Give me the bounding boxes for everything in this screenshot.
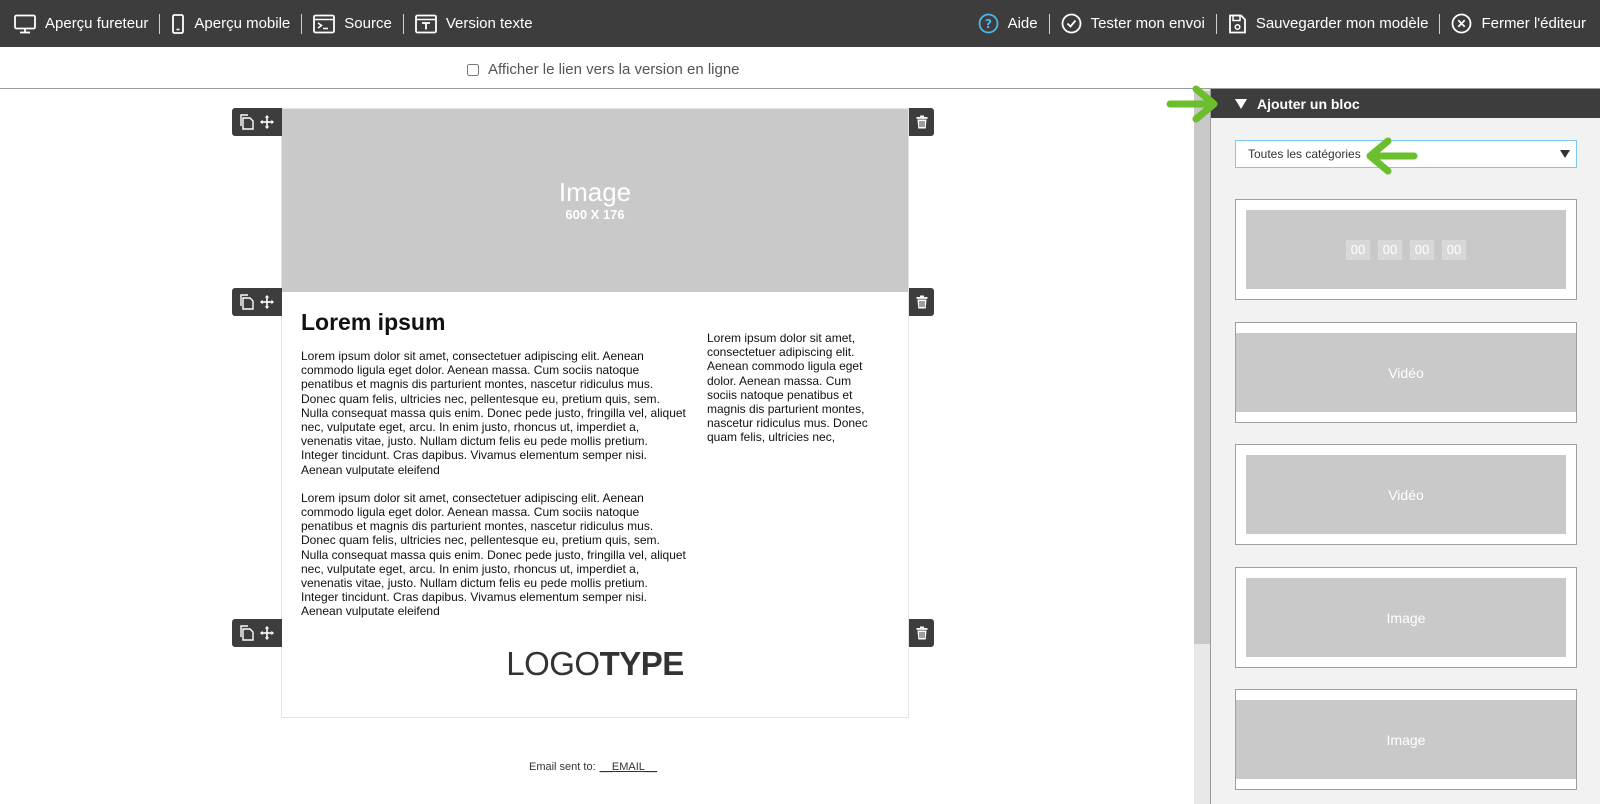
countdown-digit: 00 <box>1378 240 1402 260</box>
text-version-label: Version texte <box>445 15 533 32</box>
svg-text:?: ? <box>984 17 992 31</box>
duplicate-icon[interactable] <box>240 625 254 641</box>
email-body <box>281 108 909 718</box>
green-arrow-icon <box>1362 136 1418 176</box>
hero-image-size: 600 X 176 <box>565 207 625 222</box>
category-select-value: Toutes les catégories <box>1248 147 1361 161</box>
browser-preview-button[interactable] <box>14 14 159 34</box>
dropdown-caret-icon <box>1560 150 1570 158</box>
canvas-scrollbar[interactable] <box>1194 89 1210 804</box>
help-label: Aide <box>1007 15 1038 32</box>
email-footer <box>529 761 657 773</box>
logotype-part-2: TYPE <box>599 645 684 682</box>
hero-image-title: Image <box>558 177 632 207</box>
toolbar-right-group <box>978 14 1586 34</box>
phone-icon <box>171 14 185 34</box>
collapse-triangle-icon <box>1235 99 1247 109</box>
block-template-video[interactable] <box>1235 322 1577 423</box>
online-link-checkbox[interactable] <box>467 64 479 76</box>
toolbar-left-group <box>14 14 544 34</box>
options-bar <box>0 47 1600 89</box>
test-send-label: Tester mon envoi <box>1090 15 1205 32</box>
countdown-digit: 00 <box>1442 240 1466 260</box>
source-label: Source <box>344 15 392 32</box>
delete-block-hero[interactable] <box>909 108 934 136</box>
text-block-left-column[interactable] <box>301 309 686 633</box>
duplicate-icon[interactable] <box>240 294 254 310</box>
add-block-header[interactable] <box>1211 89 1600 118</box>
check-circle-icon <box>1061 13 1082 34</box>
block-template-image[interactable] <box>1235 689 1577 790</box>
countdown-digit: 00 <box>1410 240 1434 260</box>
countdown-preview <box>1246 210 1566 289</box>
countdown-digit: 00 <box>1346 240 1370 260</box>
add-block-panel <box>1210 89 1600 804</box>
footer-label: Email sent to: <box>529 761 596 773</box>
footer-email-placeholder: __EMAIL__ <box>599 761 658 773</box>
save-template-label: Sauvegarder mon modèle <box>1255 15 1429 32</box>
online-link-option[interactable] <box>467 61 740 78</box>
canvas-scrollbar-thumb[interactable] <box>1194 91 1210 644</box>
floppy-disk-icon <box>1228 14 1247 34</box>
text-version-icon <box>415 14 437 34</box>
help-button[interactable] <box>978 14 1049 34</box>
move-icon[interactable] <box>260 626 274 640</box>
green-arrow-icon <box>1166 84 1222 124</box>
trash-icon <box>916 295 928 309</box>
block-template-image[interactable] <box>1235 567 1577 668</box>
right-column-text: Lorem ipsum dolor sit amet, consectetuer adipiscing elit. Aenean commodo ligula eget dolor. Aenean massa. Cum sociis natoque penatibus et magnis dis parturient montes, nascetur ridiculus mus. Donec quam felis, ultricies nec, <box>707 331 868 445</box>
block-controls-text <box>232 288 282 316</box>
text-block-right-column[interactable] <box>707 331 882 445</box>
email-canvas <box>0 89 1194 804</box>
source-button[interactable] <box>302 14 403 34</box>
move-icon[interactable] <box>260 295 274 309</box>
editor-toolbar <box>0 0 1600 47</box>
move-icon[interactable] <box>260 115 274 129</box>
terminal-icon <box>313 14 335 34</box>
help-circle-icon <box>978 13 999 34</box>
mobile-preview-button[interactable] <box>160 14 301 34</box>
save-template-button[interactable] <box>1217 14 1440 34</box>
delete-block-text[interactable] <box>909 288 934 316</box>
video-preview: Vidéo <box>1236 333 1576 412</box>
online-link-label: Afficher le lien vers la version en ligne <box>488 61 740 78</box>
text-block-heading: Lorem ipsum <box>301 309 446 335</box>
hero-image-placeholder[interactable] <box>282 109 908 292</box>
text-block-paragraph: Lorem ipsum dolor sit amet, consectetuer adipiscing elit. Aenean commodo ligula eget dolor. Aenean massa. Cum sociis natoque penatibus et magnis dis parturient montes, nascetur ridiculus mus. Donec quam felis, ultricies nec, pellentesque eu, pretium quis, sem. Nulla consequat massa quis enim. Donec pede justo, fringilla vel, aliquet nec, vulputate eget, arcu. In enim justo, rhoncus ut, imperdiet a, venenatis vitae, justo. Nullam dictum felis eu pede mollis pretium. Integer tincidunt. Cras dapibus. Vivamus elementum semper nisi. Aenean vulputate eleifend <box>301 349 686 477</box>
block-template-video[interactable] <box>1235 444 1577 545</box>
duplicate-icon[interactable] <box>240 114 254 130</box>
logotype-block[interactable] <box>282 645 908 683</box>
add-block-title: Ajouter un bloc <box>1257 95 1360 112</box>
close-editor-button[interactable] <box>1440 14 1586 34</box>
delete-block-logo[interactable] <box>909 619 934 647</box>
mobile-preview-label: Aperçu mobile <box>194 15 291 32</box>
logotype-part-1: LOGO <box>506 645 600 682</box>
image-preview: Image <box>1236 700 1576 779</box>
monitor-icon <box>14 14 36 34</box>
browser-preview-label: Aperçu fureteur <box>45 15 149 32</box>
trash-icon <box>916 626 928 640</box>
block-controls-hero <box>232 108 282 136</box>
block-controls-logo <box>232 619 282 647</box>
close-circle-icon <box>1451 13 1472 34</box>
text-version-button[interactable] <box>404 14 544 34</box>
test-send-button[interactable] <box>1050 14 1216 34</box>
trash-icon <box>916 115 928 129</box>
block-template-countdown[interactable] <box>1235 199 1577 300</box>
image-preview: Image <box>1246 578 1566 657</box>
close-editor-label: Fermer l'éditeur <box>1481 15 1586 32</box>
text-block-paragraph: Lorem ipsum dolor sit amet, consectetuer adipiscing elit. Aenean commodo ligula eget dolor. Aenean massa. Cum sociis natoque penatibus et magnis dis parturient montes, nascetur ridiculus mus. Donec quam felis, ultricies nec, pellentesque eu, pretium quis, sem. Nulla consequat massa quis enim. Donec pede justo, fringilla vel, aliquet nec, vulputate eget, arcu. In enim justo, rhoncus ut, imperdiet a, venenatis vitae, justo. Nullam dictum felis eu pede mollis pretium. Integer tincidunt. Cras dapibus. Vivamus elementum semper nisi. Aenean vulputate eleifend <box>301 490 686 619</box>
video-preview: Vidéo <box>1246 455 1566 534</box>
